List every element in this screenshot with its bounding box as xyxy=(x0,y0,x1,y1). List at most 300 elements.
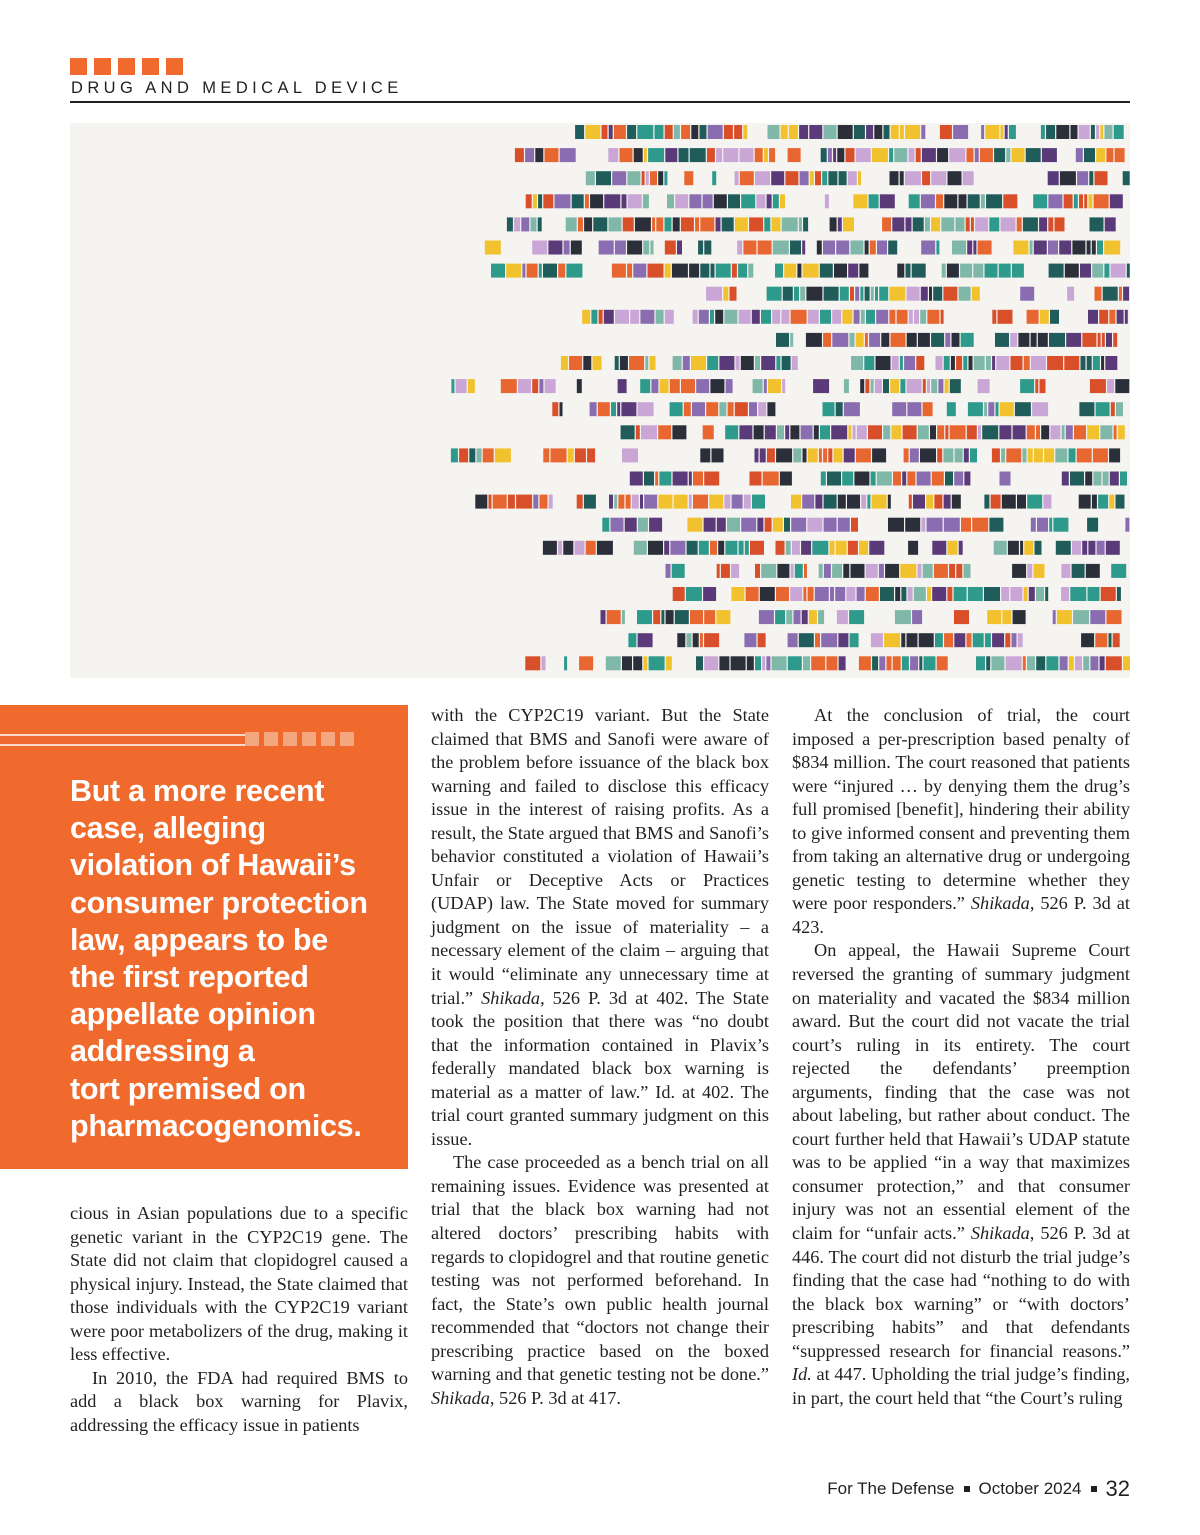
barcode-bar xyxy=(658,425,671,439)
barcode-bar xyxy=(1031,518,1036,532)
barcode-bar xyxy=(1073,610,1089,624)
barcode-bar xyxy=(756,194,765,208)
barcode-bar xyxy=(1011,356,1023,370)
barcode-bar xyxy=(582,310,590,324)
barcode-bar xyxy=(670,541,685,555)
barcode-bar xyxy=(937,448,942,462)
barcode-bar xyxy=(561,356,568,370)
barcode-bar xyxy=(617,402,620,416)
barcode-bar xyxy=(842,310,852,324)
barcode-bar xyxy=(777,564,789,578)
accent-square xyxy=(321,732,335,746)
body-column-3 xyxy=(792,704,1130,1410)
barcode-bar xyxy=(1026,148,1041,162)
barcode-bar xyxy=(844,448,855,462)
barcode-bar xyxy=(747,656,754,670)
barcode-bar xyxy=(571,241,582,255)
barcode-bar xyxy=(1000,472,1011,486)
barcode-bar xyxy=(869,333,880,347)
barcode-bar xyxy=(943,287,957,301)
barcode-bar xyxy=(691,356,706,370)
barcode-bar xyxy=(913,217,924,231)
barcode-bar xyxy=(683,356,690,370)
barcode-bar xyxy=(628,194,642,208)
barcode-bar xyxy=(1114,425,1117,439)
barcode-bar xyxy=(564,656,567,670)
barcode-bar xyxy=(703,194,713,208)
barcode-bar xyxy=(830,541,835,555)
barcode-bar xyxy=(989,518,1003,532)
barcode-bar xyxy=(741,194,755,208)
barcode-bar xyxy=(803,587,806,601)
text-run: , 526 P. 3d at 402. The State took the position that there was “no doubt that the information contained in Plavix’s federally mandated black box warning is material as a matter of law.” Id. at 402. The trial court granted summary judgment on this issue. xyxy=(431,987,769,1149)
barcode-bar xyxy=(900,171,904,185)
barcode-bar xyxy=(773,518,783,532)
barcode-bar xyxy=(656,310,664,324)
barcode-bar xyxy=(622,610,625,624)
barcode-bar xyxy=(658,495,672,509)
barcode-bar xyxy=(590,194,603,208)
barcode-bar xyxy=(1036,587,1044,601)
barcode-bar xyxy=(695,217,699,231)
barcode-bar xyxy=(755,448,759,462)
barcode-bar xyxy=(921,518,925,532)
barcode-bar xyxy=(760,587,775,601)
barcode-bar xyxy=(755,656,761,670)
barcode-bar xyxy=(905,518,920,532)
barcode-bar xyxy=(999,425,1011,439)
barcode-bar xyxy=(1109,495,1114,509)
barcode-bar xyxy=(954,472,963,486)
barcode-bar xyxy=(837,148,844,162)
barcode-bar xyxy=(803,217,808,231)
barcode-bar xyxy=(1010,333,1017,347)
paragraph xyxy=(792,939,1130,1410)
barcode-bar xyxy=(1102,333,1105,347)
barcode-bar xyxy=(847,495,860,509)
barcode-bar xyxy=(875,287,878,301)
barcode-bar xyxy=(781,310,789,324)
barcode-bar xyxy=(525,656,540,670)
barcode-bar xyxy=(710,310,714,324)
barcode-bar xyxy=(767,194,772,208)
barcode-bar xyxy=(615,241,626,255)
barcode-bar xyxy=(823,333,831,347)
barcode-bar xyxy=(1045,587,1048,601)
barcode-bar xyxy=(989,217,999,231)
barcode-bar xyxy=(864,356,874,370)
barcode-bar xyxy=(859,541,868,555)
barcode-bar xyxy=(515,148,524,162)
barcode-bar xyxy=(579,656,593,670)
barcode-bar xyxy=(780,194,785,208)
barcode-bar xyxy=(985,633,991,647)
barcode-bar xyxy=(675,610,689,624)
barcode-bar xyxy=(984,587,1000,601)
barcode-bar xyxy=(630,472,643,486)
barcode-bar xyxy=(837,610,848,624)
barcode-bar xyxy=(890,171,899,185)
pull-quote-text: But a more recent case, alleging violation of Hawaii’s consumer protection law, appears to be the first reported appellate opinion addressing a tort premised on pharmacogenomics. xyxy=(70,774,368,1143)
barcode-bar xyxy=(1013,610,1026,624)
barcode-bar xyxy=(792,356,798,370)
barcode-bar xyxy=(921,287,928,301)
barcode-bar xyxy=(934,564,948,578)
barcode-bar xyxy=(1027,495,1042,509)
barcode-bar xyxy=(906,264,911,278)
barcode-bar xyxy=(968,194,980,208)
barcode-bar xyxy=(794,610,801,624)
barcode-bar xyxy=(542,656,546,670)
barcode-bar xyxy=(686,587,702,601)
barcode-bar xyxy=(704,472,719,486)
accent-square xyxy=(245,732,259,746)
barcode-bar xyxy=(1106,148,1113,162)
barcode-bar xyxy=(985,125,999,139)
barcode-bar xyxy=(872,448,886,462)
barcode-bar xyxy=(690,610,703,624)
barcode-bar xyxy=(508,495,515,509)
barcode-bar xyxy=(693,310,698,324)
barcode-bar xyxy=(1046,656,1058,670)
barcode-bar xyxy=(822,171,827,185)
barcode-bar xyxy=(888,495,891,509)
barcode-bar xyxy=(1018,333,1029,347)
barcode-bar xyxy=(469,448,475,462)
accent-square xyxy=(302,732,316,746)
barcode-bar xyxy=(929,287,932,301)
barcode-bar xyxy=(764,379,767,393)
barcode-bar xyxy=(552,402,558,416)
barcode-bar xyxy=(1083,656,1089,670)
barcode-bar xyxy=(752,310,760,324)
barcode-bar xyxy=(789,125,798,139)
barcode-bar xyxy=(1101,356,1104,370)
barcode-bar xyxy=(627,264,632,278)
barcode-bar xyxy=(700,264,709,278)
barcode-bar xyxy=(575,448,586,462)
barcode-bar xyxy=(860,287,863,301)
barcode-bar xyxy=(792,541,800,555)
barcode-bar xyxy=(596,171,611,185)
barcode-bar xyxy=(1031,333,1037,347)
barcode-bar xyxy=(485,241,501,255)
barcode-bar xyxy=(687,541,698,555)
barcode-bar xyxy=(736,356,740,370)
barcode-bar xyxy=(739,541,744,555)
barcode-bar xyxy=(947,402,956,416)
barcode-bar xyxy=(850,241,863,255)
barcode-bar xyxy=(703,425,714,439)
barcode-bar xyxy=(1027,310,1039,324)
barcode-bar xyxy=(981,125,984,139)
barcode-bar xyxy=(876,310,888,324)
barcode-bar xyxy=(950,379,961,393)
barcode-bar xyxy=(938,379,943,393)
case-citation: Id. xyxy=(792,1364,812,1385)
barcode-bar xyxy=(1020,541,1023,555)
barcode-bar xyxy=(986,356,991,370)
accent-square xyxy=(118,58,135,75)
accent-square xyxy=(70,58,87,75)
barcode-bar xyxy=(922,171,930,185)
barcode-bar xyxy=(569,356,582,370)
barcode-bar xyxy=(871,287,874,301)
barcode-bar xyxy=(633,264,646,278)
barcode-bar xyxy=(767,287,782,301)
barcode-bar xyxy=(1111,564,1126,578)
barcode-bar xyxy=(1087,425,1099,439)
barcode-bar xyxy=(912,610,922,624)
barcode-bar xyxy=(1050,425,1060,439)
barcode-bar xyxy=(1077,448,1092,462)
barcode-bar xyxy=(644,148,647,162)
barcode-bar xyxy=(995,333,1009,347)
barcode-bar xyxy=(791,495,801,509)
barcode-bar xyxy=(1006,148,1010,162)
barcode-bar xyxy=(687,633,692,647)
barcode-bar xyxy=(489,495,492,509)
barcode-bar xyxy=(992,310,996,324)
barcode-bar xyxy=(926,495,933,509)
barcode-bar xyxy=(1000,402,1014,416)
barcode-bar xyxy=(1081,633,1094,647)
barcode-bar xyxy=(728,194,740,208)
barcode-bar xyxy=(838,518,850,532)
barcode-bar xyxy=(638,518,648,532)
barcode-bar xyxy=(872,148,888,162)
barcode-bar xyxy=(808,587,814,601)
barcode-bar xyxy=(824,125,837,139)
barcode-bar xyxy=(1012,148,1025,162)
barcode-bar xyxy=(672,264,688,278)
barcode-bar xyxy=(1117,310,1124,324)
barcode-bar xyxy=(908,587,913,601)
barcode-bar xyxy=(1003,194,1017,208)
barcode-bar xyxy=(522,264,525,278)
barcode-bar xyxy=(627,125,636,139)
barcode-bar xyxy=(706,287,722,301)
barcode-bar xyxy=(998,310,1013,324)
barcode-bar xyxy=(1106,333,1112,347)
barcode-bar xyxy=(711,264,715,278)
barcode-bar xyxy=(615,356,619,370)
barcode-bar xyxy=(719,356,734,370)
barcode-bar xyxy=(782,379,785,393)
barcode-bar xyxy=(532,379,538,393)
barcode-bar xyxy=(931,171,946,185)
barcode-bar xyxy=(821,633,837,647)
barcode-bar xyxy=(1010,587,1022,601)
barcode-bar xyxy=(988,402,994,416)
barcode-bar xyxy=(1084,148,1095,162)
barcode-bar xyxy=(1088,541,1095,555)
barcode-bar xyxy=(1079,495,1091,509)
barcode-bar xyxy=(955,448,963,462)
barcode-bar xyxy=(601,610,606,624)
barcode-bar xyxy=(999,264,1011,278)
barcode-bar xyxy=(879,287,888,301)
barcode-bar xyxy=(954,587,967,601)
barcode-bar xyxy=(535,148,543,162)
barcode-bar xyxy=(813,379,829,393)
barcode-bar xyxy=(1107,610,1122,624)
barcode-bar xyxy=(1120,472,1127,486)
barcode-bar xyxy=(640,379,650,393)
barcode-bar xyxy=(799,217,802,231)
barcode-bar xyxy=(1023,217,1038,231)
barcode-bar xyxy=(1085,472,1092,486)
barcode-bar xyxy=(604,310,614,324)
barcode-bar xyxy=(545,148,559,162)
barcode-bar xyxy=(633,656,642,670)
barcode-bar xyxy=(514,217,520,231)
barcode-bar xyxy=(830,587,834,601)
barcode-bar xyxy=(854,310,860,324)
barcode-bar xyxy=(945,472,953,486)
barcode-bar xyxy=(923,564,933,578)
barcode-bar xyxy=(927,379,930,393)
barcode-bar xyxy=(1070,587,1086,601)
pull-quote-squares xyxy=(245,732,354,746)
barcode-bar xyxy=(656,217,663,231)
barcode-bar xyxy=(560,402,563,416)
page-number: 32 xyxy=(1105,1476,1130,1501)
barcode-bar xyxy=(673,587,685,601)
barcode-bar xyxy=(665,217,672,231)
barcode-bar xyxy=(710,541,717,555)
barcode-bar xyxy=(1090,610,1105,624)
barcode-bar xyxy=(1024,356,1030,370)
barcode-bar xyxy=(875,379,882,393)
barcode-bar xyxy=(807,518,822,532)
barcode-bar xyxy=(621,425,635,439)
barcode-bar xyxy=(854,125,865,139)
barcode-bar xyxy=(931,217,940,231)
accent-square xyxy=(340,732,354,746)
barcode-bar xyxy=(856,333,864,347)
barcode-bar xyxy=(651,241,654,255)
body-column-1 xyxy=(70,1202,408,1437)
barcode-bar xyxy=(526,194,532,208)
barcode-bar xyxy=(602,125,608,139)
barcode-bar xyxy=(1089,171,1093,185)
barcode-bar xyxy=(834,264,847,278)
barcode-bar xyxy=(916,356,924,370)
barcode-bar xyxy=(715,310,723,324)
barcode-bar xyxy=(609,125,613,139)
barcode-bar xyxy=(1117,587,1121,601)
barcode-bar xyxy=(1125,518,1129,532)
barcode-bar xyxy=(1080,264,1091,278)
barcode-bar xyxy=(781,125,788,139)
barcode-bar xyxy=(904,356,915,370)
barcode-bar xyxy=(622,194,627,208)
barcode-bar xyxy=(1002,495,1016,509)
barcode-bar xyxy=(785,171,798,185)
barcode-bar xyxy=(566,264,582,278)
accent-square xyxy=(283,732,297,746)
barcode-bar xyxy=(1012,633,1017,647)
barcode-bar xyxy=(1009,125,1016,139)
barcode-bar xyxy=(1096,125,1099,139)
barcode-bar xyxy=(1106,656,1122,670)
barcode-bar xyxy=(1095,287,1102,301)
pull-quote-box xyxy=(0,705,408,1169)
barcode-bar xyxy=(1018,633,1023,647)
barcode-bar xyxy=(788,148,801,162)
barcode-bar xyxy=(719,402,726,416)
barcode-bar xyxy=(730,287,737,301)
barcode-bar xyxy=(907,333,917,347)
barcode-bar xyxy=(823,448,827,462)
barcode-bar xyxy=(734,125,742,139)
barcode-bar xyxy=(801,425,813,439)
barcode-bar xyxy=(1017,217,1022,231)
barcode-bar xyxy=(648,264,664,278)
barcode-bar xyxy=(824,495,837,509)
barcode-bar xyxy=(826,656,837,670)
barcode-bar xyxy=(1082,333,1096,347)
barcode-bar xyxy=(543,448,549,462)
barcode-bar xyxy=(824,287,839,301)
barcode-bar xyxy=(850,633,859,647)
barcode-bar xyxy=(745,541,749,555)
barcode-bar xyxy=(609,217,622,231)
barcode-bar xyxy=(950,425,966,439)
barcode-bar xyxy=(907,472,915,486)
barcode-bar xyxy=(853,194,867,208)
accent-square xyxy=(94,58,111,75)
barcode-bar xyxy=(1099,310,1108,324)
barcode-bar xyxy=(980,148,993,162)
accent-square xyxy=(166,58,183,75)
barcode-bar xyxy=(959,541,963,555)
barcode-bar xyxy=(857,425,867,439)
barcode-bar xyxy=(664,541,669,555)
barcode-bar xyxy=(620,148,633,162)
barcode-bar xyxy=(1056,125,1069,139)
barcode-bar xyxy=(935,633,943,647)
barcode-bar xyxy=(901,587,906,601)
barcode-bar xyxy=(640,310,654,324)
barcode-bar xyxy=(767,402,775,416)
barcode-bar xyxy=(882,217,891,231)
barcode-bar xyxy=(507,217,513,231)
barcode-bar xyxy=(543,264,557,278)
barcode-bar xyxy=(643,241,649,255)
barcode-bar xyxy=(1100,125,1103,139)
barcode-bar xyxy=(927,310,939,324)
barcode-bar xyxy=(1123,656,1130,670)
barcode-bar xyxy=(739,310,751,324)
barcode-bar xyxy=(1036,656,1045,670)
barcode-bar xyxy=(846,148,855,162)
barcode-bar xyxy=(1115,379,1129,393)
barcode-bar xyxy=(963,356,967,370)
barcode-bar xyxy=(636,425,640,439)
barcode-bar xyxy=(1092,264,1103,278)
barcode-bar xyxy=(884,125,890,139)
barcode-bar xyxy=(675,194,688,208)
barcode-bar xyxy=(776,587,789,601)
barcode-bar xyxy=(1087,241,1091,255)
barcode-bar xyxy=(905,125,920,139)
barcode-bar xyxy=(879,656,885,670)
barcode-bar xyxy=(1037,518,1048,532)
barcode-bar xyxy=(802,610,808,624)
paragraph xyxy=(431,704,769,1151)
